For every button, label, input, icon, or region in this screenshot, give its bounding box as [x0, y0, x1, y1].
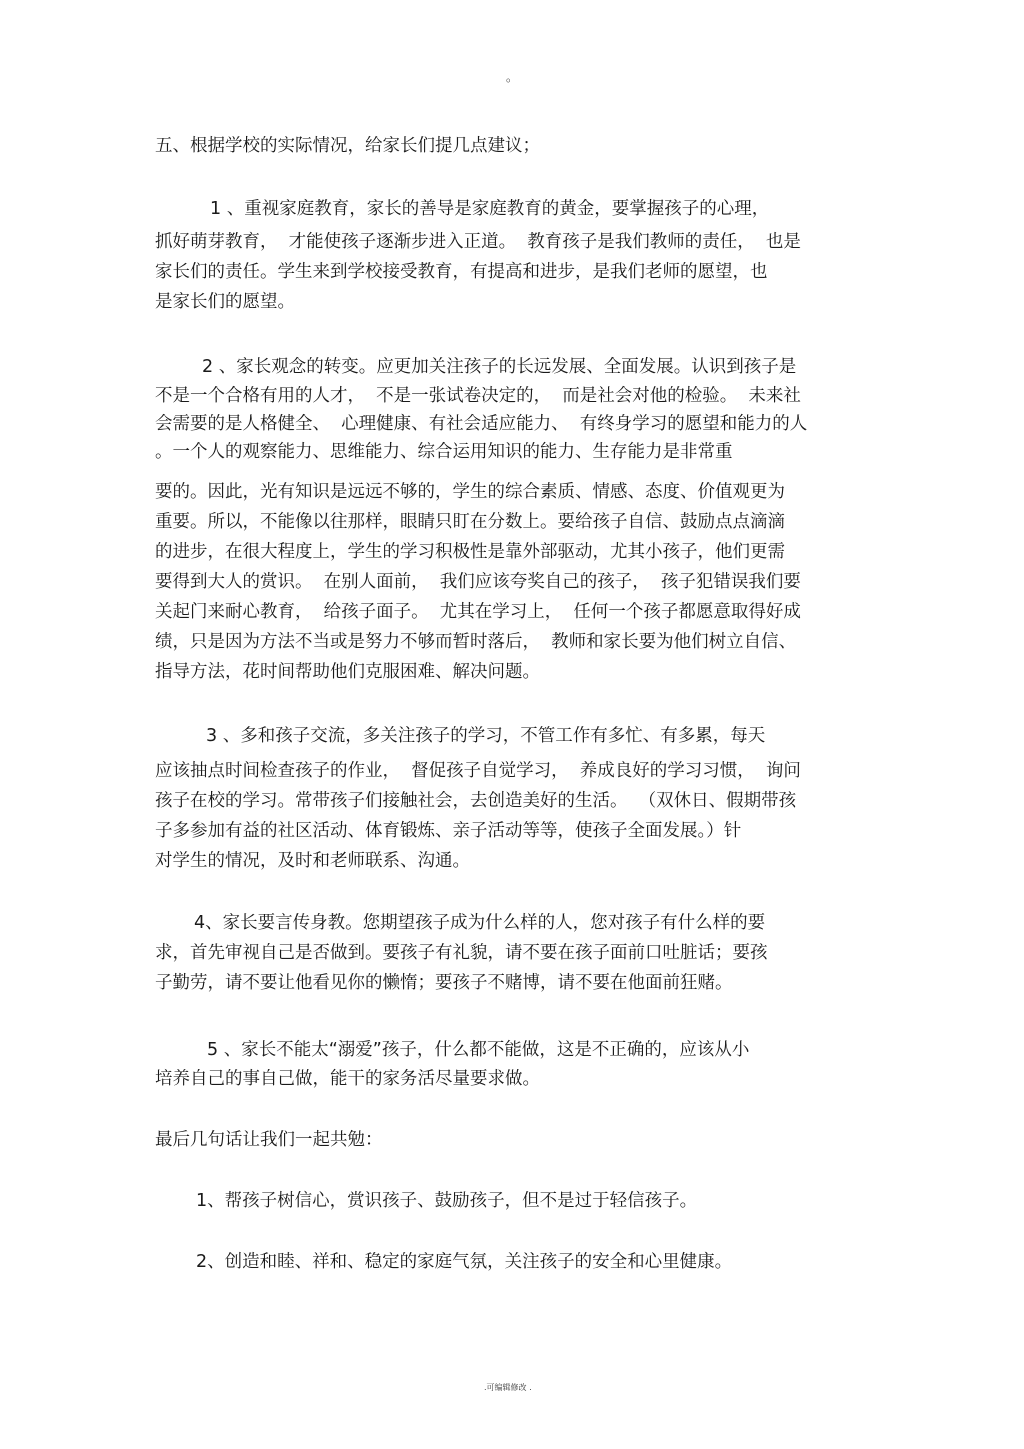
para3-line-4: 子多参加有益的社区活动、体育锻炼、亲子活动等等，使孩子全面发展。）针 [155, 821, 742, 841]
section-heading: 五、根据学校的实际情况，给家长们提几点建议； [155, 136, 540, 156]
para3-line-3: 孩子在校的学习。常带孩子们接触社会，去创造美好的生活。 （双休日、假期带孩 [155, 791, 797, 811]
para2-line-1: 2 、家长观念的转变。应更加关注孩子的长远发展、全面发展。认识到孩子是 [202, 357, 797, 377]
para1-line-2: 抓好萌芽教育， 才能使孩子逐渐步进入正道。 教育孩子是我们教师的责任， 也是 [155, 232, 801, 252]
para3-line-1: 3 、多和孩子交流，多关注孩子的学习，不管工作有多忙、有多累，每天 [206, 726, 766, 746]
para2-line-3: 会需要的是人格健全、 心理健康、有社会适应能力、 有终身学习的愿望和能力的人 [155, 414, 808, 434]
para2-line-2: 不是一个合格有用的人才， 不是一张试卷决定的， 而是社会对他的检验。 未来社 [155, 386, 801, 406]
para2-line-9: 关起门来耐心教育， 给孩子面子。 尤其在学习上， 任何一个孩子都愿意取得好成 [155, 602, 801, 622]
para1-line-3: 家长们的责任。学生来到学校接受教育，有提高和进步，是我们老师的愿望，也 [155, 262, 768, 282]
closing-item-2: 2、创造和睦、祥和、稳定的家庭气氛，关注孩子的安全和心里健康。 [196, 1252, 733, 1272]
footer-watermark: .可编辑修改 . [484, 1383, 532, 1392]
para3-line-2: 应该抽点时间检查孩子的作业， 督促孩子自觉学习， 养成良好的学习习惯， 询问 [155, 761, 801, 781]
para5-line-2: 培养自己的事自己做，能干的家务活尽量要求做。 [155, 1069, 540, 1089]
para3-line-5: 对学生的情况，及时和老师联系、沟通。 [155, 851, 470, 871]
top-mark: 。 [506, 70, 519, 84]
para4-line-2: 求，首先审视自己是否做到。要孩子有礼貌，请不要在孩子面前口吐脏话；要孩 [155, 943, 768, 963]
para2-line-7: 的进步，在很大程度上，学生的学习积极性是靠外部驱动，尤其小孩子，他们更需 [155, 542, 785, 562]
para2-line-8: 要得到大人的赏识。 在别人面前， 我们应该夸奖自己的孩子， 孩子犯错误我们要 [155, 572, 801, 592]
para2-line-5: 要的。因此，光有知识是远远不够的，学生的综合素质、情感、态度、价值观更为 [155, 482, 785, 502]
para4-line-3: 子勤劳，请不要让他看见你的懒惰；要孩子不赌博，请不要在他面前狂赌。 [155, 973, 733, 993]
para4-line-1: 4、家长要言传身教。您期望孩子成为什么样的人，您对孩子有什么样的要 [194, 913, 766, 933]
para1-line-1: 1 、重视家庭教育，家长的善导是家庭教育的黄金，要掌握孩子的心理， [210, 199, 770, 219]
para2-line-4: 。一个人的观察能力、思维能力、综合运用知识的能力、生存能力是非常重 [155, 442, 733, 462]
para2-line-6: 重要。所以，不能像以往那样，眼睛只盯在分数上。要给孩子自信、鼓励点点滴滴 [155, 512, 785, 532]
para5-line-1: 5 、家长不能太“溺爱”孩子，什么都不能做，这是不正确的，应该从小 [207, 1040, 750, 1060]
para1-line-4: 是家长们的愿望。 [155, 292, 295, 312]
closing-intro: 最后几句话让我们一起共勉： [155, 1130, 383, 1150]
para2-line-11: 指导方法，花时间帮助他们克服困难、解决问题。 [155, 662, 540, 682]
para2-line-10: 绩，只是因为方法不当或是努力不够而暂时落后， 教师和家长要为他们树立自信、 [155, 632, 797, 652]
closing-item-1: 1、帮孩子树信心，赏识孩子、鼓励孩子，但不是过于轻信孩子。 [196, 1191, 698, 1211]
